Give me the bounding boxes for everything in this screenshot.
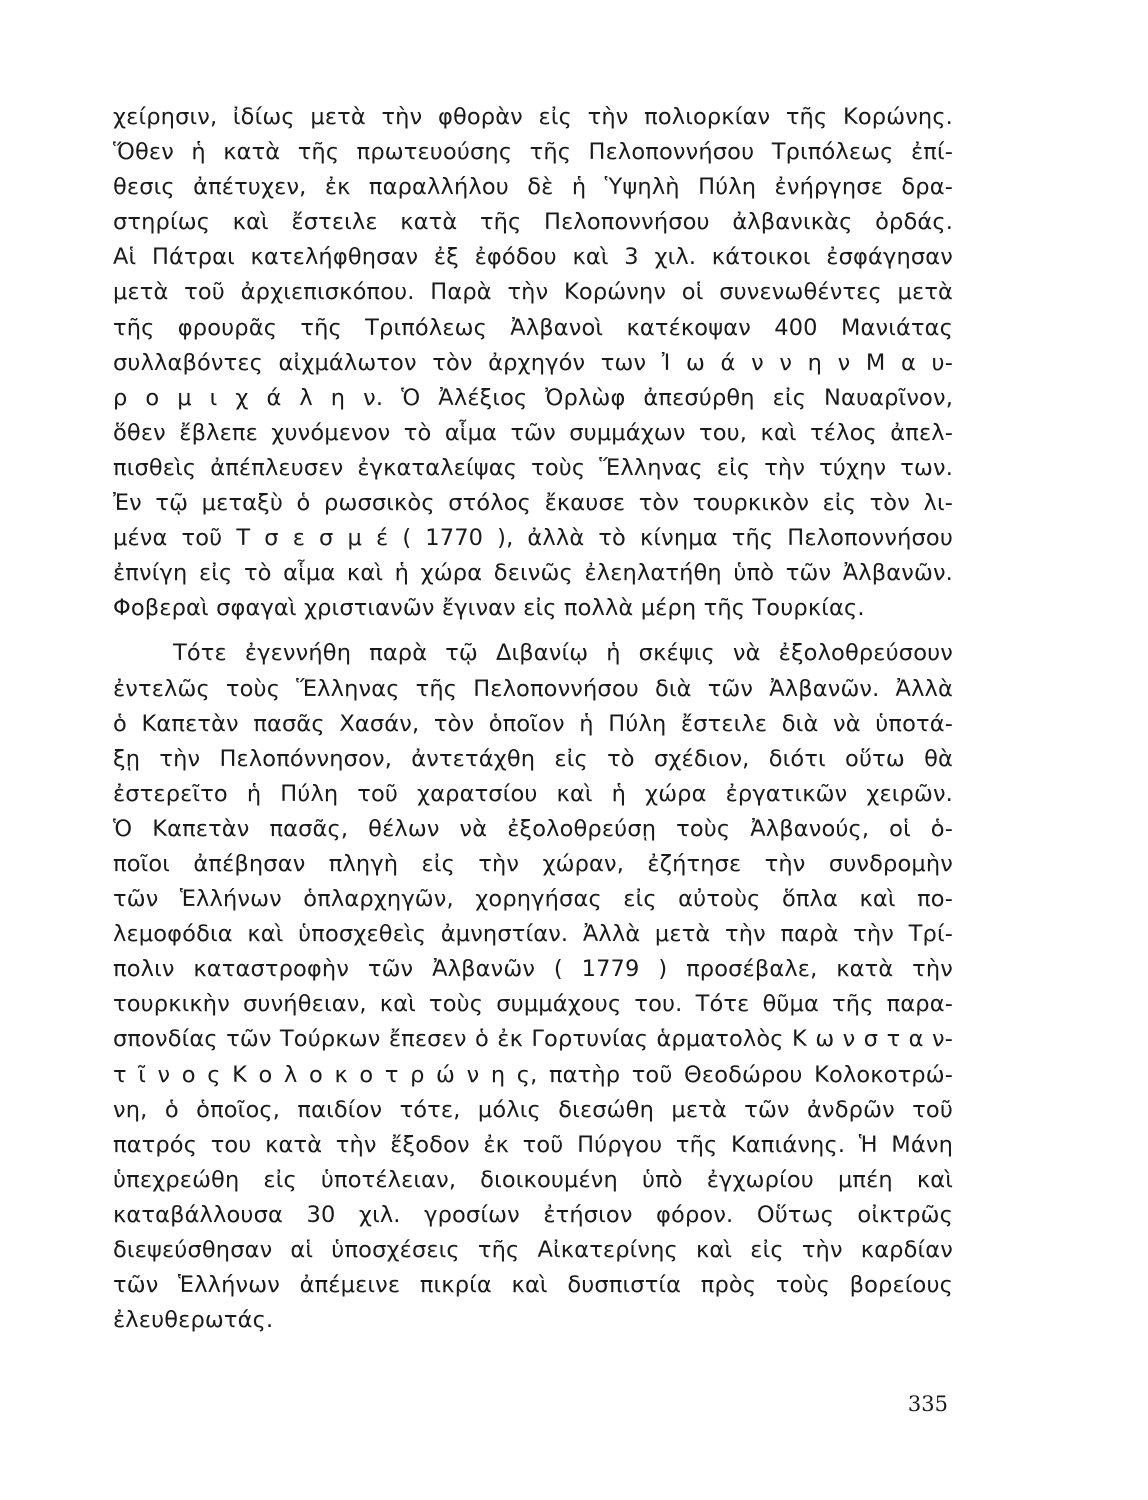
text-line: πατρός του κατὰ τὴν ἔξοδον ἐκ τοῦ Πύργου τῆς Καπιάνης. Ἡ Μάνη: [113, 1131, 953, 1158]
body-text: [113, 100, 953, 1338]
text-line: τῆς φρουρᾶς τῆς Τριπόλεως Ἀλβανοὶ κατέκοψαν 400 Μανιάτας: [113, 314, 953, 341]
text-line: ἐστερεῖτο ἡ Πύλη τοῦ χαρατσίου καὶ ἡ χώρα ἐργατικῶν χειρῶν.: [113, 780, 953, 807]
text-line: ὑπεχρεώθη εἰς ὑποτέλειαν, διοικουμένη ὑπὸ ἐγχωρίου μπέη καὶ: [113, 1166, 953, 1193]
text-line: ὅθεν ἔβλεπε χυνόμενον τὸ αἷμα τῶν συμμάχων του, καὶ τέλος ἀπελ-: [113, 419, 953, 446]
text-line: Φοβεραὶ σφαγαὶ χριστιανῶν ἔγιναν εἰς πολλὰ μέρη τῆς Τουρκίας.: [113, 595, 865, 622]
text-line: Τότε ἐγεννήθη παρὰ τῷ Διβανίῳ ἡ σκέψις νὰ ἐξολοθρεύσουν: [173, 640, 953, 667]
text-line: ξῃ τὴν Πελοπόννησον, ἀντετάχθη εἰς τὸ σχέδιον, διότι οὕτω θὰ: [113, 745, 953, 772]
text-line: ποῖοι ἀπέβησαν πληγὴ εἰς τὴν χώραν, ἐζήτησε τὴν συνδρομὴν: [113, 850, 953, 877]
text-line: χείρησιν, ἰδίως μετὰ τὴν φθορὰν εἰς τὴν πολιορκίαν τῆς Κορώνης.: [113, 104, 953, 130]
paragraph-spacer: [113, 626, 953, 636]
text-line: νη, ὁ ὁποῖος, παιδίον τότε, μόλις διεσώθη μετὰ τῶν ἀνδρῶν τοῦ: [113, 1096, 953, 1123]
page-number: 335: [907, 1392, 948, 1416]
text-line: λεμοφόδια καὶ ὑποσχεθεὶς ἀμνηστίαν. Ἀλλὰ μετὰ τὴν παρὰ τὴν Τρί-: [113, 921, 953, 948]
text-line: ὁ Καπετὰν πασᾶς Χασάν, τὸν ὁποῖον ἡ Πύλη ἔστειλε διὰ νὰ ὑποτά-: [113, 710, 953, 737]
text-line: πισθεὶς ἀπέπλευσεν ἐγκαταλείψας τοὺς Ἕλληνας εἰς τὴν τύχην των.: [113, 454, 953, 481]
text-line: Αἱ Πάτραι κατελήφθησαν ἐξ ἐφόδου καὶ 3 χιλ. κάτοικοι ἐσφάγησαν: [113, 244, 953, 271]
text-line: καταβάλλουσα 30 χιλ. γροσίων ἐτήσιον φόρον. Οὕτως οἰκτρῶς: [113, 1201, 953, 1228]
text-line: Ὁ Καπετὰν πασᾶς, θέλων νὰ ἐξολοθρεύσῃ τοὺς Ἀλβανούς, οἱ ὁ-: [113, 815, 953, 842]
text-line: διεψεύσθησαν αἱ ὑποσχέσεις τῆς Αἰκατερίνης καὶ εἰς τὴν καρδίαν: [113, 1237, 953, 1263]
text-line: θεσις ἀπέτυχεν, ἐκ παραλλήλου δὲ ἡ Ὑψηλὴ Πύλη ἐνήργησε δρα-: [113, 174, 953, 201]
text-line: τῶν Ἑλλήνων ὁπλαρχηγῶν, χορηγήσας εἰς αὐτοὺς ὅπλα καὶ πο-: [113, 886, 953, 913]
text-line: σπονδίας τῶν Τούρκων ἔπεσεν ὁ ἐκ Γορτυνίας ἁρματολὸς Κ ω ν σ τ α ν-: [113, 1026, 953, 1053]
text-line: ρ ο μ ι χ ά λ η ν. Ὁ Ἀλέξιος Ὀρλὼφ ἀπεσύρθη εἰς Ναυαρῖνον,: [113, 384, 953, 411]
text-line: μετὰ τοῦ ἀρχιεπισκόπου. Παρὰ τὴν Κορώνην οἱ συνενωθέντες μετὰ: [113, 279, 953, 306]
paragraph-1: [113, 100, 953, 626]
text-line: ἐλευθερωτάς.: [113, 1307, 274, 1334]
text-line: Ἐν τῷ μεταξὺ ὁ ρωσσικὸς στόλος ἔκαυσε τὸν τουρκικὸν εἰς τὸν λι-: [113, 490, 953, 517]
text-line: ἐπνίγη εἰς τὸ αἷμα καὶ ἡ χώρα δεινῶς ἐλεηλατήθη ὑπὸ τῶν Ἀλβανῶν.: [113, 560, 953, 587]
text-line: ἐντελῶς τοὺς Ἕλληνας τῆς Πελοποννήσου διὰ τῶν Ἀλβανῶν. Ἀλλὰ: [113, 675, 953, 702]
text-line: τουρκικὴν συνήθειαν, καὶ τοὺς συμμάχους του. Τότε θῦμα τῆς παρα-: [113, 991, 953, 1018]
text-line: τ ῖ ν ο ς Κ ο λ ο κ ο τ ρ ώ ν η ς, πατὴρ τοῦ Θεοδώρου Κολοκοτρώ-: [113, 1061, 953, 1088]
text-line: Ὅθεν ἡ κατὰ τῆς πρωτευούσης τῆς Πελοποννήσου Τριπόλεως ἐπί-: [113, 139, 953, 166]
text-line: συλλαβόντες αἰχμάλωτον τὸν ἀρχηγόν των Ἰ ω ά ν ν η ν Μ α υ-: [113, 349, 953, 376]
text-line: στηρίως καὶ ἔστειλε κατὰ τῆς Πελοποννήσου ἀλβανικὰς ὀρδάς.: [113, 209, 953, 236]
text-line: πολιν καταστροφὴν τῶν Ἀλβανῶν ( 1779 ) προσέβαλε, κατὰ τὴν: [113, 956, 953, 983]
paragraph-2: [113, 636, 953, 1338]
text-line: μένα τοῦ Τ σ ε σ μ έ ( 1770 ), ἀλλὰ τὸ κίνημα τῆς Πελοποννήσου: [113, 525, 953, 552]
text-line: τῶν Ἑλλήνων ἀπέμεινε πικρία καὶ δυσπιστία πρὸς τοὺς βορείους: [113, 1272, 953, 1299]
